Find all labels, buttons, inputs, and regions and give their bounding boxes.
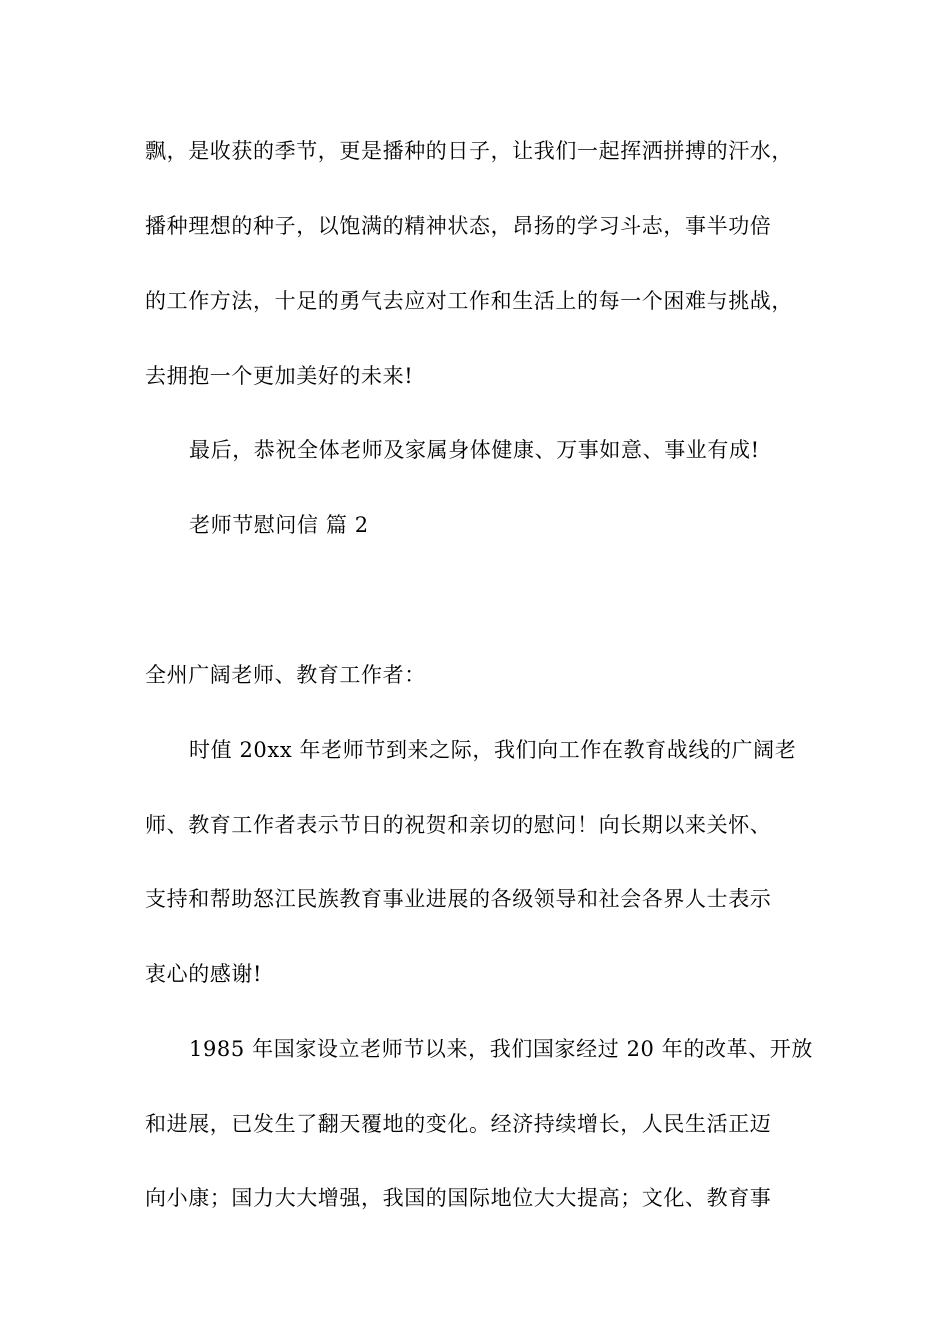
paragraph-line: 支持和帮助怒江民族教育事业进展的各级领导和社会各界人士表示 xyxy=(145,887,772,911)
paragraph-line: 1985 年国家设立老师节以来，我们国家经过 20 年的改革、开放 xyxy=(189,1037,813,1061)
paragraph-line: 师、教育工作者表示节日的祝贺和亲切的慰问！向长期以来关怀、 xyxy=(145,813,772,837)
paragraph-line: 时值 20xx 年老师节到来之际，我们向工作在教育战线的广阔老 xyxy=(189,738,797,762)
paragraph-line: 的工作方法，十足的勇气去应对工作和生活上的每一个困难与挑战， xyxy=(145,289,793,313)
section-heading: 老师节慰问信 篇 2 xyxy=(189,513,369,537)
paragraph-line: 向小康；国力大大增强，我国的国际地位大大提高；文化、教育事 xyxy=(145,1186,772,1210)
paragraph-line: 衷心的感谢! xyxy=(145,962,263,986)
paragraph-line: 最后，恭祝全体老师及家属身体健康、万事如意、事业有成! xyxy=(189,438,760,462)
paragraph-line: 播种理想的种子，以饱满的精神状态，昂扬的学习斗志，事半功倍 xyxy=(145,214,772,238)
salutation: 全州广阔老师、教育工作者： xyxy=(145,663,426,687)
paragraph-line: 和进展，已发生了翻天覆地的变化。经济持续增长，人民生活正迈 xyxy=(145,1112,772,1136)
paragraph-line: 去拥抱一个更加美好的未来! xyxy=(145,364,414,388)
paragraph-line: 飘，是收获的季节，更是播种的日子，让我们一起挥洒拼搏的汗水， xyxy=(145,139,793,163)
